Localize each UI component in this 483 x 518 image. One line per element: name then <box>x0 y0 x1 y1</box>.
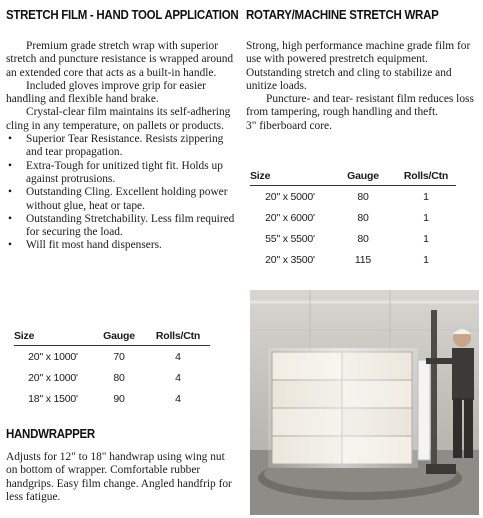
gauge-cell: 70 <box>113 350 125 363</box>
table-row <box>250 228 456 249</box>
size-cell: 55" x 5500' <box>265 232 315 245</box>
hand-tool-spec-table <box>14 330 210 409</box>
table-row <box>14 388 210 409</box>
handwrapper-title: HANDWRAPPER <box>6 427 95 441</box>
rolls-cell: 4 <box>175 350 181 363</box>
hand-tool-paragraph: Included gloves improve grip for easier handling and flexible hand brake. <box>6 79 206 106</box>
rolls-cell: 1 <box>423 253 429 266</box>
rolls-cell: 4 <box>175 392 181 405</box>
rotary-paragraph: 3" fiberboard core. <box>246 119 332 132</box>
hand-tool-title: STRETCH FILM - HAND TOOL APPLICATION <box>6 8 239 22</box>
feature-item: • Outstanding Stretchability. Less film required for securing the load. <box>6 213 238 240</box>
size-cell: 20" x 3500' <box>265 253 315 266</box>
gauge-cell: 90 <box>113 392 125 405</box>
rotary-spec-table <box>250 170 456 270</box>
pallet-wrapping-photo <box>250 290 479 515</box>
hand-tool-description <box>6 40 238 253</box>
rolls-cell: 4 <box>175 371 181 384</box>
size-cell: 20" x 1000' <box>28 371 78 384</box>
table-header: Gauge <box>103 330 135 342</box>
rolls-cell: 1 <box>423 190 429 203</box>
gauge-cell: 80 <box>357 190 369 203</box>
rotary-machine-title: ROTARY/MACHINE STRETCH WRAP <box>246 8 439 22</box>
feature-item: • Superior Tear Resistance. Resists zippering and tear propagation. <box>6 133 238 160</box>
table-row <box>14 346 210 367</box>
rolls-cell: 1 <box>423 211 429 224</box>
handwrapper-description: Adjusts for 12" to 18" handwrap using wing nut on bottom of wrapper. Comfortable rubber handgrips. Easy film change. Angled handfrip for less fatigue. <box>6 451 232 503</box>
gauge-cell: 80 <box>357 211 369 224</box>
feature-item: • Outstanding Cling. Excellent holding power without glue, heat or tape. <box>6 186 238 213</box>
hand-tool-paragraph: Crystal-clear film maintains its self-adhering cling in any temperature, on pallets or products. <box>6 106 231 132</box>
gauge-cell: 115 <box>354 253 372 266</box>
rotary-paragraph: Strong, high performance machine grade film for use with powered prestretch equipment. Outstanding stretch and cling to stabilize and unitize loads. <box>246 40 471 92</box>
table-row <box>14 367 210 388</box>
rotary-paragraph: Puncture- and tear- resistant film reduces loss from tampering, rough handling and theft. <box>246 93 474 119</box>
feature-list <box>6 133 238 253</box>
table-row <box>250 249 456 270</box>
table-header: Rolls/Ctn <box>403 170 449 182</box>
gauge-cell: 80 <box>357 232 369 245</box>
feature-item: • Extra-Tough for unitized tight fit. Holds up against protrusions. <box>6 160 238 187</box>
hand-tool-paragraph: Premium grade stretch wrap with superior stretch and puncture resistance is wrapped around an extended core that acts as a built-in handle. <box>6 40 234 79</box>
rotary-machine-description <box>246 40 474 133</box>
gauge-cell: 80 <box>113 371 125 384</box>
feature-item: • Will fit most hand dispensers. <box>6 239 238 252</box>
pallet-wrapping-illustration <box>250 290 479 515</box>
rolls-cell: 1 <box>423 232 429 245</box>
table-row <box>250 186 456 207</box>
table-header: Size <box>14 330 35 342</box>
table-row <box>250 207 456 228</box>
table-header: Rolls/Ctn <box>155 330 201 342</box>
size-cell: 18" x 1500' <box>28 392 78 405</box>
size-cell: 20" x 6000' <box>265 211 315 224</box>
table-header: Gauge <box>347 170 379 182</box>
table-header: Size <box>250 170 271 182</box>
size-cell: 20" x 5000' <box>265 190 315 203</box>
size-cell: 20" x 1000' <box>28 350 78 363</box>
